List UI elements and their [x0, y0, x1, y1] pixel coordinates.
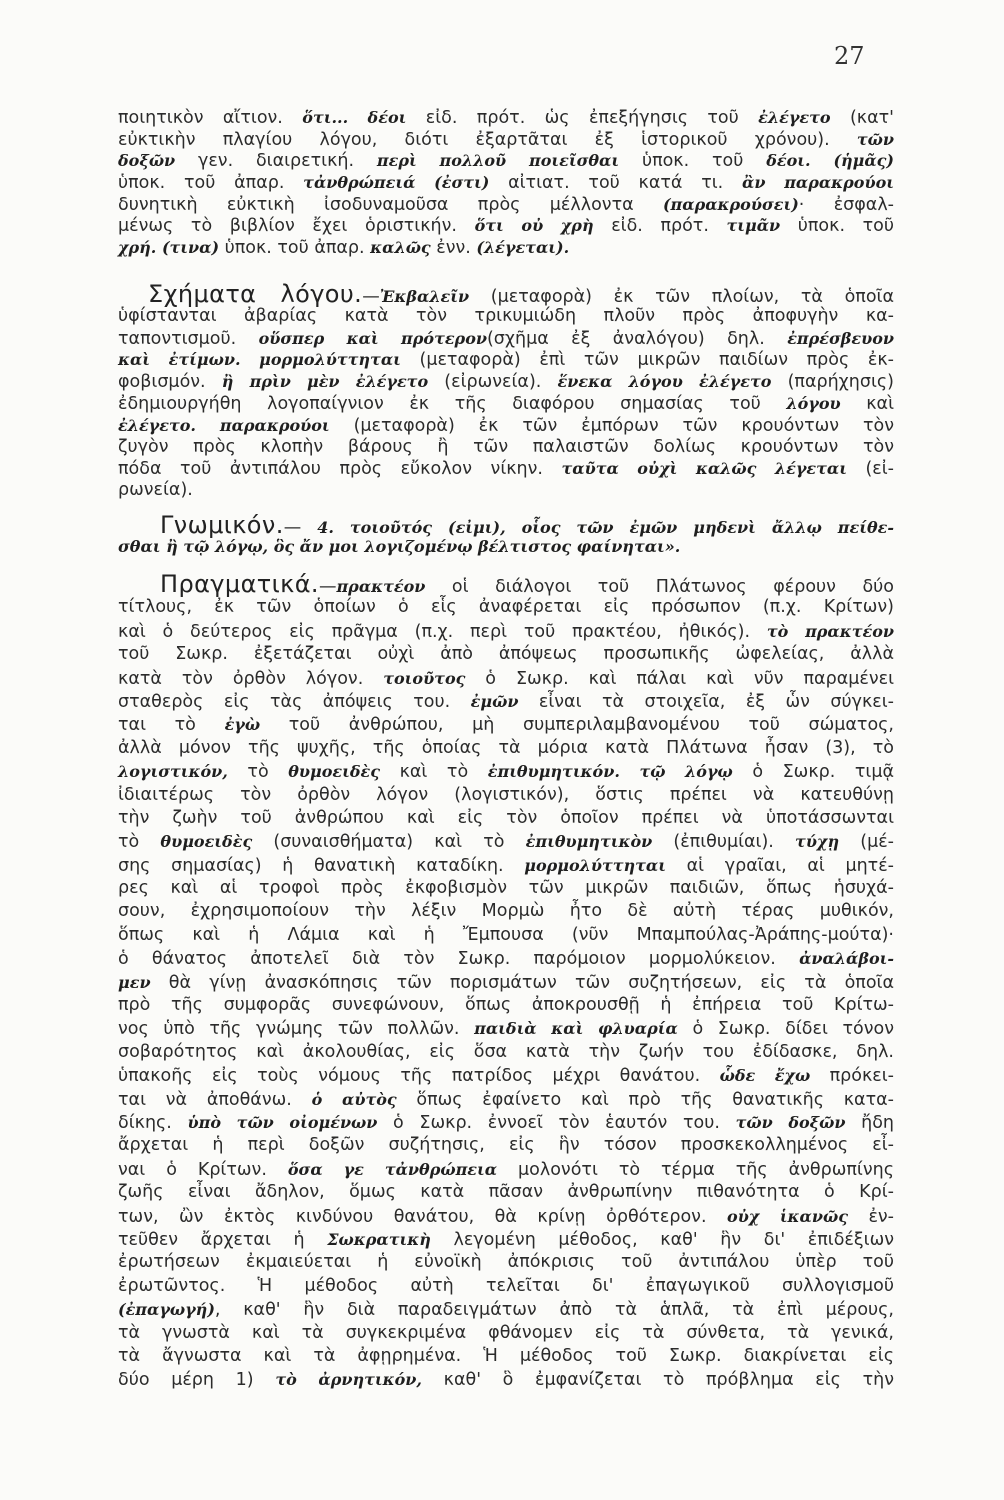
emphasized-term: ἐγὼ — [224, 715, 261, 735]
text-run — [196, 416, 220, 436]
text-run: σουν, ἐχρησιμοποίουν τὴν λέξιν Μορμὼ ἦτο δὲ αὐτὴ τέρας μυθικόν, — [118, 901, 894, 922]
continuation-paragraph — [118, 107, 894, 259]
emphasized-term: ὅτι... δέοι — [302, 108, 407, 127]
text-line — [118, 1298, 894, 1321]
text-run: (συναισθήματα) καὶ τὸ — [252, 832, 526, 853]
text-line — [118, 690, 894, 713]
text-line — [118, 830, 894, 853]
emphasized-term: 4. τοιοῦτός (εἰμι), οἷος τῶν ἐμῶν μηδενὶ ἄλλῳ πείθε- — [317, 518, 894, 537]
text-run: σοβαρότητος καὶ ἀκολουθίας, εἰς ὅσα κατὰ τὴν ζωήν του ἐδίδασκε, δηλ. — [118, 1041, 894, 1062]
section-heading: Πραγματικά. — [160, 570, 319, 598]
emphasized-term: παρακρούοι — [219, 415, 330, 435]
text-run: σταθερὸς εἰς τὰς ἀπόψεις του. — [118, 691, 471, 712]
text-run: καθ' ὃ ἐμφανίζεται τὸ πρόβλημα εἰς τὴν — [421, 1370, 895, 1391]
text-line — [118, 1368, 894, 1391]
text-run: ταποντισμοῦ. — [118, 328, 259, 349]
emphasized-term: λόγου — [786, 393, 841, 413]
emphasized-term: σθαι ἢ τῷ λόγῳ, ὃς ἄν μοι λογιζομένῳ βέλτιστος φαίνηται». — [118, 537, 681, 556]
text-run: πρὸ τῆς συμφορᾶς συνεφώνουν, ὅπως ἀποκρουσθῇ ἡ ἐπήρεια τοῦ Κρίτω- — [118, 995, 894, 1016]
emphasized-term: τῶν — [856, 129, 894, 149]
text-run: πρόκει- — [810, 1066, 894, 1087]
emphasized-term: οὐχ ἱκανῶς — [727, 1206, 848, 1226]
text-line — [118, 620, 894, 643]
text-line — [118, 172, 894, 194]
section-schemata-logou — [118, 280, 895, 502]
text-run: πόδα τοῦ ἀντιπάλου πρὸς εὔκολον νίκην. — [118, 459, 562, 480]
text-run: ρωνεία). — [118, 480, 193, 501]
text-line — [118, 129, 894, 151]
text-run: ἐνν. — [430, 238, 477, 259]
text-run — [241, 350, 260, 370]
emphasized-term: λογιστικόν, — [118, 762, 228, 782]
text-run: τίτλους, ἐκ τῶν ὁποίων ὁ εἷς ἀναφέρεται εἰς πρόσωπον (π.χ. Κρίτων) — [118, 597, 894, 618]
text-run: ται τὸ — [118, 715, 225, 736]
text-line — [118, 877, 894, 900]
emphasized-term: ἐπρέσβευον — [787, 328, 895, 348]
text-run: ὑποκ. τοῦ — [619, 151, 767, 172]
text-run: θὰ γίνῃ ἀνασκόπησις τῶν πορισμάτων τῶν συζητήσεων, εἰς τὰ ὁποῖα — [150, 972, 894, 993]
emphasized-term: ἕνεκα λόγου ἐλέγετο — [557, 372, 772, 392]
text-run: τὴν ζωὴν τοῦ ἀνθρώπου καὶ εἰς τὸν ὁποῖον πρέπει νὰ ὑποτάσσωνται — [118, 807, 894, 828]
text-line — [118, 415, 894, 437]
text-run: (εἰρωνεία). — [428, 372, 558, 393]
text-run: σης σημασίας) ἡ θανατικὴ καταδίκη. — [118, 855, 525, 876]
emphasized-term: τιμᾶν — [726, 216, 781, 236]
emphasized-term: ἐμῶν — [470, 691, 519, 711]
text-run: εἰδ. πρότ. — [593, 216, 727, 237]
text-line — [118, 1088, 894, 1111]
text-line — [118, 947, 894, 970]
emphasized-term: ταῦτα οὐχὶ καλῶς λέγεται — [561, 459, 847, 479]
emphasized-term: μορμολύττηται — [524, 855, 666, 875]
text-run: (παρήχησις) — [771, 372, 894, 393]
text-run: δύο μέρη 1) — [118, 1370, 276, 1391]
text-run: ὑπακοῆς εἰς τοὺς νόμους τῆς πατρίδος μέχρι θανάτου. — [118, 1066, 720, 1087]
text-run: εἰδ. πρότ. ὡς ἐπεξήγησις τοῦ — [406, 108, 759, 128]
section-heading: Γνωμικόν. — [160, 511, 284, 539]
text-line — [118, 349, 894, 371]
text-run: ἐρωτήσεων ἐκμαιεύεται ἡ εὐνοϊκὴ ἀπόκρισις τοῦ ἀντιπάλου ὑπὲρ τοῦ — [118, 1252, 894, 1273]
text-run: ὑποκ. τοῦ ἀπαρ. — [219, 238, 371, 259]
emphasized-term: τῷ λόγῳ — [639, 762, 733, 782]
text-line — [118, 194, 894, 216]
emphasized-term: ὁ αὐτὸς — [311, 1089, 397, 1109]
text-run: — — [318, 577, 337, 597]
section-pragmatika — [118, 570, 895, 1392]
text-line — [118, 280, 894, 308]
text-run: εἶναι τὰ στοιχεῖα, ἐξ ὧν σύγκει- — [518, 691, 894, 712]
emphasized-term: παιδιὰ καὶ φλυαρία — [474, 1019, 678, 1039]
text-run: τοῦ Σωκρ. ἐξετάζεται οὐχὶ ἀπὸ ἀπόψεως προσωπικῆς ὠφελείας, ἀλλὰ — [118, 644, 894, 665]
text-run: ἤδη — [845, 1112, 895, 1133]
emphasized-term: τύχῃ — [795, 832, 840, 852]
text-run: (μεταφορὰ) ἐκ τῶν ἐμπόρων τῶν κρουόντων τὸν — [329, 415, 894, 436]
text-line — [118, 784, 894, 807]
text-line — [118, 1017, 894, 1040]
emphasized-term: (τινα) — [161, 238, 220, 258]
emphasized-term: (ἡμᾶς) — [833, 151, 894, 171]
emphasized-term: μορμολύττηται — [259, 350, 401, 370]
emphasized-term: ὅτι οὐ χρὴ — [474, 216, 594, 236]
text-run: · ἐσφαλ- — [798, 194, 894, 215]
text-line — [118, 328, 894, 350]
emphasized-term: τὸ ἀρνητικόν, — [275, 1370, 422, 1390]
text-run: ζωῆς εἶναι ἄδηλον, ὅμως κατὰ πᾶσαν ἀνθρωπίνην πιθανότητα ὁ Κρί- — [118, 1182, 894, 1203]
text-run: εὐκτικὴν πλαγίου λόγου, διότι ἐξαρτᾶται ἐξ ἱστορικοῦ χρόνου). — [118, 129, 857, 150]
text-line — [118, 215, 894, 237]
emphasized-term: περὶ πολλοῦ ποιεῖσθαι — [376, 151, 620, 171]
text-run: ναι ὁ Κρίτων. — [118, 1159, 288, 1180]
emphasized-term: θυμοειδὲς — [288, 762, 380, 782]
text-run: κατὰ τὸν ὀρθὸν λόγον. — [118, 668, 384, 689]
text-line — [118, 1205, 894, 1228]
text-line — [118, 1181, 894, 1204]
text-run: (σχῆμα ἐξ ἀναλόγου) δηλ. — [486, 328, 788, 349]
text-run: τὰ ἄγνωστα καὶ τὰ ἀφῃρημένα. Ἡ μέθοδος τοῦ Σωκρ. διακρίνεται εἰς — [118, 1345, 894, 1366]
emphasized-term: τοιοῦτος — [383, 668, 466, 688]
text-line — [118, 900, 894, 923]
emphasized-term: πρακτέον — [336, 577, 426, 596]
text-line — [118, 994, 894, 1017]
text-line — [118, 1251, 894, 1274]
text-run: ἐν- — [847, 1206, 895, 1227]
text-line — [118, 1275, 894, 1298]
section-gnomikon — [118, 511, 894, 558]
text-run: καὶ τὸ — [380, 762, 488, 783]
text-run: , καθ' ἣν διὰ παραδειγμάτων ἀπὸ τὰ ἁπλᾶ, τὰ ἐπὶ μέρους, — [214, 1300, 894, 1321]
text-run: ἄρχεται ἡ περὶ δοξῶν συζήτησις, εἰς ἣν τόσον προσκεκολλημένος εἶ- — [118, 1135, 894, 1156]
emphasized-term: οὕσπερ καὶ πρότερον — [258, 328, 487, 348]
emphasized-term: ἐπιθυμητικόν. — [487, 762, 620, 782]
text-run: τεῦθεν ἄρχεται ἡ — [118, 1229, 328, 1250]
text-line — [118, 237, 894, 259]
text-run: καὶ ὁ δεύτερος εἰς πρᾶγμα (π.χ. περὶ τοῦ πρακτέου, ἠθικός). — [118, 621, 767, 642]
emphasized-term: ἐλέγετο. — [118, 415, 196, 435]
text-line — [118, 371, 894, 393]
emphasized-term: τῶν δοξῶν — [735, 1112, 846, 1132]
emphasized-term: (παρακρούσει) — [662, 194, 799, 214]
text-run: ἐρωτῶντος. Ἡ μέθοδος αὐτὴ τελεῖται δι' ἐπαγωγικοῦ συλλογισμοῦ — [118, 1275, 894, 1296]
emphasized-term: ἢ πρὶν μὲν ἐλέγετο — [221, 372, 429, 392]
text-line — [118, 306, 894, 328]
text-run: ται νὰ ἀποθάνω. — [118, 1089, 312, 1110]
emphasized-term: τἀνθρώπειά (ἐστι) — [303, 173, 490, 193]
text-line — [118, 107, 894, 129]
text-run: ρες καὶ αἱ τροφοὶ πρὸς ἐκφοβισμὸν τῶν μικρῶν παιδιῶν, ὅπως ἡσυχά- — [118, 878, 894, 899]
text-run: τοῦ ἀνθρώπου, μὴ συμπεριλαμβανομένου τοῦ σώματος, — [260, 715, 894, 736]
section-heading: Σχήματα λόγου. — [148, 280, 363, 308]
text-run: των, ὢν ἐκτὸς κινδύνου θανάτου, θὰ κρίνῃ ὀρθότερον. — [118, 1206, 728, 1227]
emphasized-term: καὶ ἐτίμων. — [118, 350, 241, 370]
text-run: ὑφίστανται ἀβαρίας κατὰ τὸν τρικυμιώδη πλοῦν πρὸς ἀποφυγὴν κα- — [118, 305, 894, 326]
text-run: τὸ — [227, 762, 289, 783]
emphasized-term: τὸ πρακτέον — [766, 621, 894, 641]
text-line — [118, 511, 894, 539]
text-line — [118, 1158, 894, 1181]
text-line — [118, 393, 894, 415]
text-line — [118, 971, 894, 994]
text-run: ποιητικὸν αἴτιον. — [118, 108, 303, 128]
text-run: ὅπως καὶ ἡ Λάμια καὶ ἡ Ἔμπουσα (νῦν Μπαμπούλας-Ἀράπης-μούτα)· — [118, 924, 894, 945]
text-run: (μεταφορὰ) ἐκ τῶν πλοίων, τὰ ὁποῖα — [469, 287, 894, 307]
text-line — [118, 458, 894, 480]
text-line — [118, 480, 894, 502]
text-run — [811, 151, 834, 171]
text-line — [118, 807, 894, 830]
text-line — [118, 713, 894, 736]
text-run: (εἰ- — [846, 459, 894, 480]
text-run: ζυγὸν πρὸς κλοπὴν βάρους ἢ τῶν παλαιστῶν δολίως κρουόντων τὸν — [118, 436, 894, 457]
text-run: μολονότι τὸ τέρμα τῆς ἀνθρωπίνης — [497, 1159, 894, 1180]
text-run: ὑποκ. τοῦ — [780, 216, 894, 237]
emphasized-term: ὧδε ἔχω — [719, 1066, 811, 1086]
text-run: φοβισμόν. — [118, 372, 222, 393]
text-run: ὁ Σωκρ. ἐννοεῖ τὸν ἑαυτόν του. — [377, 1112, 736, 1133]
text-run: γεν. διαιρετική. — [175, 151, 377, 172]
text-run: (μέ- — [839, 832, 894, 853]
text-run: ὅπως ἐφαίνετο καὶ πρὸ τῆς θανατικῆς κατα- — [396, 1089, 894, 1110]
text-line — [118, 536, 894, 558]
text-line — [118, 667, 894, 690]
text-run: (κατ' — [830, 108, 894, 128]
text-run: ὁ Σωκρ. καὶ πάλαι καὶ νῦν παραμένει — [465, 668, 894, 689]
text-line — [118, 596, 894, 619]
text-line — [118, 1345, 894, 1368]
emphasized-term: ἀναλάβοι- — [799, 949, 894, 969]
text-run: — — [283, 518, 318, 538]
emphasized-term: ἐλέγετο — [758, 108, 831, 127]
text-run: ἰδιαιτέρως τὸν ὀρθὸν λόγον (λογιστικόν), ὅστις πρέπει νὰ κατευθύνῃ — [118, 784, 894, 805]
text-line — [118, 570, 894, 598]
emphasized-term: Σωκρατικὴ — [327, 1229, 431, 1249]
text-run — [620, 762, 640, 782]
emphasized-term: (λέγεται). — [476, 238, 570, 258]
text-run: νος ὑπὸ τῆς γνώμης τῶν πολλῶν. — [118, 1019, 475, 1040]
text-line — [118, 437, 894, 459]
text-line — [118, 643, 894, 666]
text-run: ὁ θάνατος ἀποτελεῖ διὰ τὸν Σωκρ. παρόμοιον μορμολύκειον. — [118, 949, 800, 970]
text-run: — — [362, 287, 380, 307]
text-run: αἰτιατ. τοῦ κατά τι. — [489, 173, 743, 194]
text-run: τὸ — [118, 832, 161, 853]
emphasized-term: μεν — [118, 972, 151, 992]
text-line — [118, 1041, 894, 1064]
text-line — [118, 1228, 894, 1251]
emphasized-term: χρή. — [118, 238, 157, 258]
text-run: ἀλλὰ μόνον τῆς ψυχῆς, τῆς ὁποίας τὰ μόρια κατὰ Πλάτωνα ἦσαν (3), τὸ — [118, 737, 894, 758]
text-run: μένως τὸ βιβλίον ἔχει ὁριστικήν. — [118, 216, 475, 237]
emphasized-term: Ἐκβαλεῖν — [379, 287, 470, 306]
text-line — [118, 150, 894, 172]
emphasized-term: ἐπιθυμητικὸν — [525, 832, 653, 852]
text-line — [118, 1111, 894, 1134]
text-line — [118, 854, 894, 877]
text-run: ὑποκ. τοῦ ἀπαρ. — [118, 173, 304, 194]
emphasized-term: καλῶς — [370, 238, 431, 258]
text-line — [118, 737, 894, 760]
text-run: λεγομένη μέθοδος, καθ' ἣν δι' ἐπιδέξιων — [430, 1229, 895, 1250]
text-line — [118, 924, 894, 947]
text-run: δίκης. — [118, 1112, 188, 1133]
text-run: (ἐπιθυμίαι). — [652, 832, 796, 853]
emphasized-term: (ἐπαγωγή) — [118, 1300, 215, 1320]
text-run: ὁ Σωκρ. τιμᾷ — [732, 762, 895, 783]
emphasized-term: θυμοειδὲς — [160, 832, 253, 852]
emphasized-term: ὑπὸ τῶν οἰομένων — [187, 1112, 378, 1132]
text-run: τὰ γνωστὰ καὶ τὰ συγκεκριμένα φθάνομεν εἰς τὰ σύνθετα, τὰ γενικά, — [118, 1322, 894, 1343]
text-run: καὶ — [840, 393, 894, 414]
text-run: ἐδημιουργήθη λογοπαίγνιον ἐκ τῆς διαφόρου σημασίας τοῦ — [118, 393, 787, 414]
text-run: αἱ γραῖαι, αἱ μητέ- — [665, 855, 894, 876]
text-run: ὁ Σωκρ. δίδει τόνον — [677, 1019, 895, 1040]
text-run: οἱ διάλογοι τοῦ Πλάτωνος φέρουν δύο — [425, 577, 894, 597]
page-number: 27 — [834, 42, 865, 70]
text-line — [118, 1064, 894, 1087]
text-line — [118, 760, 894, 783]
text-line — [118, 1322, 894, 1345]
text-run: (μεταφορὰ) ἐπὶ τῶν μικρῶν παιδίων πρὸς ἐκ- — [400, 350, 894, 371]
emphasized-term: δοξῶν — [118, 151, 176, 171]
text-line — [118, 1134, 894, 1157]
emphasized-term: ἂν παρακρούοι — [742, 173, 894, 193]
emphasized-term: ὅσα γε τἀνθρώπεια — [287, 1159, 498, 1179]
emphasized-term: δέοι. — [766, 151, 811, 171]
text-body — [118, 0, 894, 1500]
text-run: δυνητικὴ εὐκτικὴ ἰσοδυναμοῦσα πρὸς μέλλοντα — [118, 194, 663, 215]
